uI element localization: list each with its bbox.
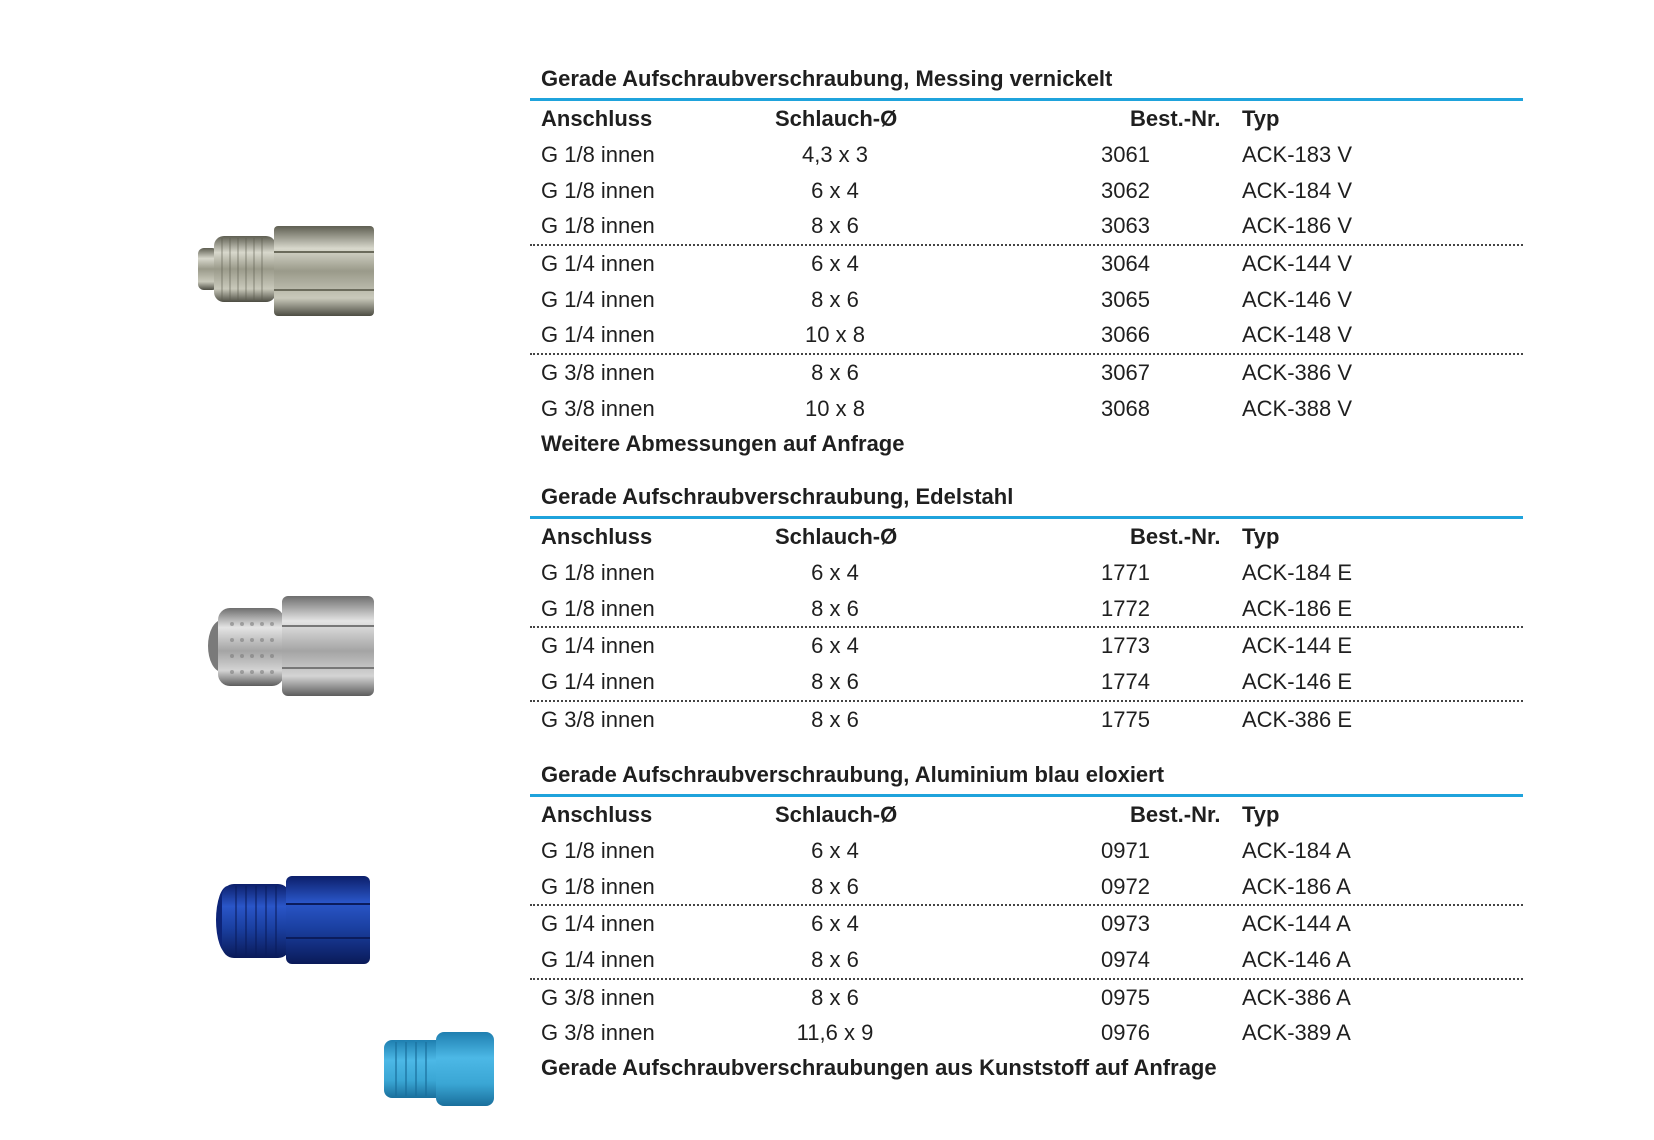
cell-bestnr: 0976 — [1101, 1020, 1150, 1046]
cell-bestnr: 3061 — [1101, 141, 1150, 167]
cell-bestnr: 3064 — [1101, 250, 1150, 276]
cell-typ: ACK-184 E — [1242, 559, 1353, 585]
header-schlauch: Schlauch-Ø — [775, 524, 898, 549]
cell-bestnr: 1774 — [1101, 668, 1150, 694]
section-title: Gerade Aufschraubverschraubung, Messing vernickelt — [541, 66, 1113, 91]
header-anschluss: Anschluss — [541, 106, 653, 131]
cell-anschluss: G 3/8 innen — [541, 706, 655, 732]
table-row — [530, 591, 1523, 629]
cell-anschluss: G 1/8 innen — [541, 559, 655, 585]
cell-anschluss: G 1/4 innen — [541, 668, 655, 694]
table-row — [530, 282, 1523, 318]
section-edelstahl — [530, 484, 1523, 737]
cell-typ: ACK-386 E — [1242, 706, 1353, 732]
table-header — [530, 519, 1523, 555]
header-anschluss: Anschluss — [541, 524, 653, 549]
cell-typ: ACK-148 V — [1242, 322, 1353, 348]
cell-typ: ACK-183 V — [1242, 141, 1353, 167]
table-row — [530, 833, 1523, 869]
cell-typ: ACK-184 V — [1242, 177, 1353, 203]
cell-schlauch: 8 x 6 — [811, 706, 859, 732]
table-row — [530, 702, 1523, 738]
cell-anschluss: G 1/8 innen — [541, 837, 655, 863]
cell-bestnr: 0973 — [1101, 911, 1150, 937]
section-title: Gerade Aufschraubverschraubung, Edelstahl — [541, 484, 1014, 509]
cell-typ: ACK-186 E — [1242, 595, 1353, 621]
header-typ: Typ — [1242, 802, 1280, 827]
header-typ: Typ — [1242, 524, 1280, 549]
section-aluminium — [530, 762, 1523, 1085]
section-messing — [530, 66, 1523, 461]
nickel-brass-fitting-image — [198, 218, 378, 320]
table-row — [530, 355, 1523, 391]
cell-bestnr: 1771 — [1101, 559, 1150, 585]
cell-anschluss: G 1/4 innen — [541, 286, 655, 312]
header-schlauch: Schlauch-Ø — [775, 802, 898, 827]
cell-bestnr: 3062 — [1101, 177, 1150, 203]
cell-typ: ACK-386 A — [1242, 984, 1351, 1010]
header-schlauch: Schlauch-Ø — [775, 106, 898, 131]
table-row — [530, 906, 1523, 942]
table-row — [530, 246, 1523, 282]
cell-schlauch: 8 x 6 — [811, 984, 859, 1010]
cell-schlauch: 6 x 4 — [811, 559, 859, 585]
cell-bestnr: 1775 — [1101, 706, 1150, 732]
section-note: Gerade Aufschraubverschraubungen aus Kunststoff auf Anfrage — [541, 1055, 1217, 1081]
cell-anschluss: G 3/8 innen — [541, 359, 655, 385]
aluminium-blue-fitting-image — [216, 876, 372, 964]
header-bestnr: Best.-Nr. — [1130, 106, 1221, 131]
table-row — [530, 1015, 1523, 1051]
header-anschluss: Anschluss — [541, 802, 653, 827]
cell-anschluss: G 1/4 innen — [541, 911, 655, 937]
cell-schlauch: 8 x 6 — [811, 595, 859, 621]
cell-anschluss: G 1/4 innen — [541, 633, 655, 659]
table-row — [530, 628, 1523, 664]
cell-typ: ACK-388 V — [1242, 395, 1353, 421]
cell-anschluss: G 1/8 innen — [541, 177, 655, 203]
cell-typ: ACK-389 A — [1242, 1020, 1351, 1046]
cell-bestnr: 0975 — [1101, 984, 1150, 1010]
cell-anschluss: G 1/8 innen — [541, 213, 655, 239]
cell-anschluss: G 1/4 innen — [541, 250, 655, 276]
cell-anschluss: G 3/8 innen — [541, 984, 655, 1010]
cell-typ: ACK-146 V — [1242, 286, 1353, 312]
cell-typ: ACK-144 V — [1242, 250, 1353, 276]
header-bestnr: Best.-Nr. — [1130, 524, 1221, 549]
cell-anschluss: G 1/8 innen — [541, 873, 655, 899]
cell-schlauch: 8 x 6 — [811, 873, 859, 899]
table-row — [530, 317, 1523, 355]
cell-schlauch: 10 x 8 — [805, 322, 865, 348]
table-row — [530, 869, 1523, 907]
cell-schlauch: 8 x 6 — [811, 946, 859, 972]
cell-schlauch: 11,6 x 9 — [796, 1020, 874, 1046]
plastic-fitting-image — [384, 1032, 496, 1106]
stainless-fitting-image — [208, 592, 378, 698]
cell-bestnr: 0971 — [1101, 837, 1150, 863]
cell-typ: ACK-144 A — [1242, 911, 1351, 937]
cell-bestnr: 1772 — [1101, 595, 1150, 621]
cell-bestnr: 0972 — [1101, 873, 1150, 899]
cell-schlauch: 6 x 4 — [811, 177, 859, 203]
cell-schlauch: 6 x 4 — [811, 837, 859, 863]
table-row — [530, 208, 1523, 246]
table-row — [530, 555, 1523, 591]
section-title: Gerade Aufschraubverschraubung, Aluminium blau eloxiert — [541, 762, 1165, 787]
table-row — [530, 173, 1523, 209]
cell-anschluss: G 1/8 innen — [541, 141, 655, 167]
cell-bestnr: 3067 — [1101, 359, 1150, 385]
section-note: Weitere Abmessungen auf Anfrage — [541, 430, 905, 456]
cell-schlauch: 10 x 8 — [805, 395, 865, 421]
header-bestnr: Best.-Nr. — [1130, 802, 1221, 827]
table-row — [530, 942, 1523, 980]
cell-anschluss: G 1/4 innen — [541, 322, 655, 348]
table-row — [530, 980, 1523, 1016]
cell-schlauch: 6 x 4 — [811, 911, 859, 937]
table-header — [530, 797, 1523, 833]
cell-typ: ACK-146 A — [1242, 946, 1351, 972]
cell-typ: ACK-146 E — [1242, 668, 1353, 694]
cell-schlauch: 8 x 6 — [811, 213, 859, 239]
cell-anschluss: G 3/8 innen — [541, 1020, 655, 1046]
cell-typ: ACK-144 E — [1242, 633, 1353, 659]
cell-anschluss: G 1/4 innen — [541, 946, 655, 972]
cell-schlauch: 6 x 4 — [811, 633, 859, 659]
cell-bestnr: 1773 — [1101, 633, 1150, 659]
cell-schlauch: 8 x 6 — [811, 668, 859, 694]
cell-schlauch: 6 x 4 — [811, 250, 859, 276]
cell-typ: ACK-184 A — [1242, 837, 1351, 863]
cell-bestnr: 3065 — [1101, 286, 1150, 312]
cell-schlauch: 8 x 6 — [811, 359, 859, 385]
cell-typ: ACK-186 V — [1242, 213, 1353, 239]
cell-bestnr: 3068 — [1101, 395, 1150, 421]
table-row — [530, 137, 1523, 173]
cell-schlauch: 4,3 x 3 — [801, 141, 869, 167]
table-row — [530, 391, 1523, 427]
table-header — [530, 101, 1523, 137]
cell-anschluss: G 1/8 innen — [541, 595, 655, 621]
cell-bestnr: 3063 — [1101, 213, 1150, 239]
cell-schlauch: 8 x 6 — [811, 286, 859, 312]
cell-bestnr: 0974 — [1101, 946, 1150, 972]
cell-anschluss: G 3/8 innen — [541, 395, 655, 421]
cell-bestnr: 3066 — [1101, 322, 1150, 348]
table-row — [530, 664, 1523, 702]
header-typ: Typ — [1242, 106, 1280, 131]
cell-typ: ACK-186 A — [1242, 873, 1351, 899]
cell-typ: ACK-386 V — [1242, 359, 1353, 385]
